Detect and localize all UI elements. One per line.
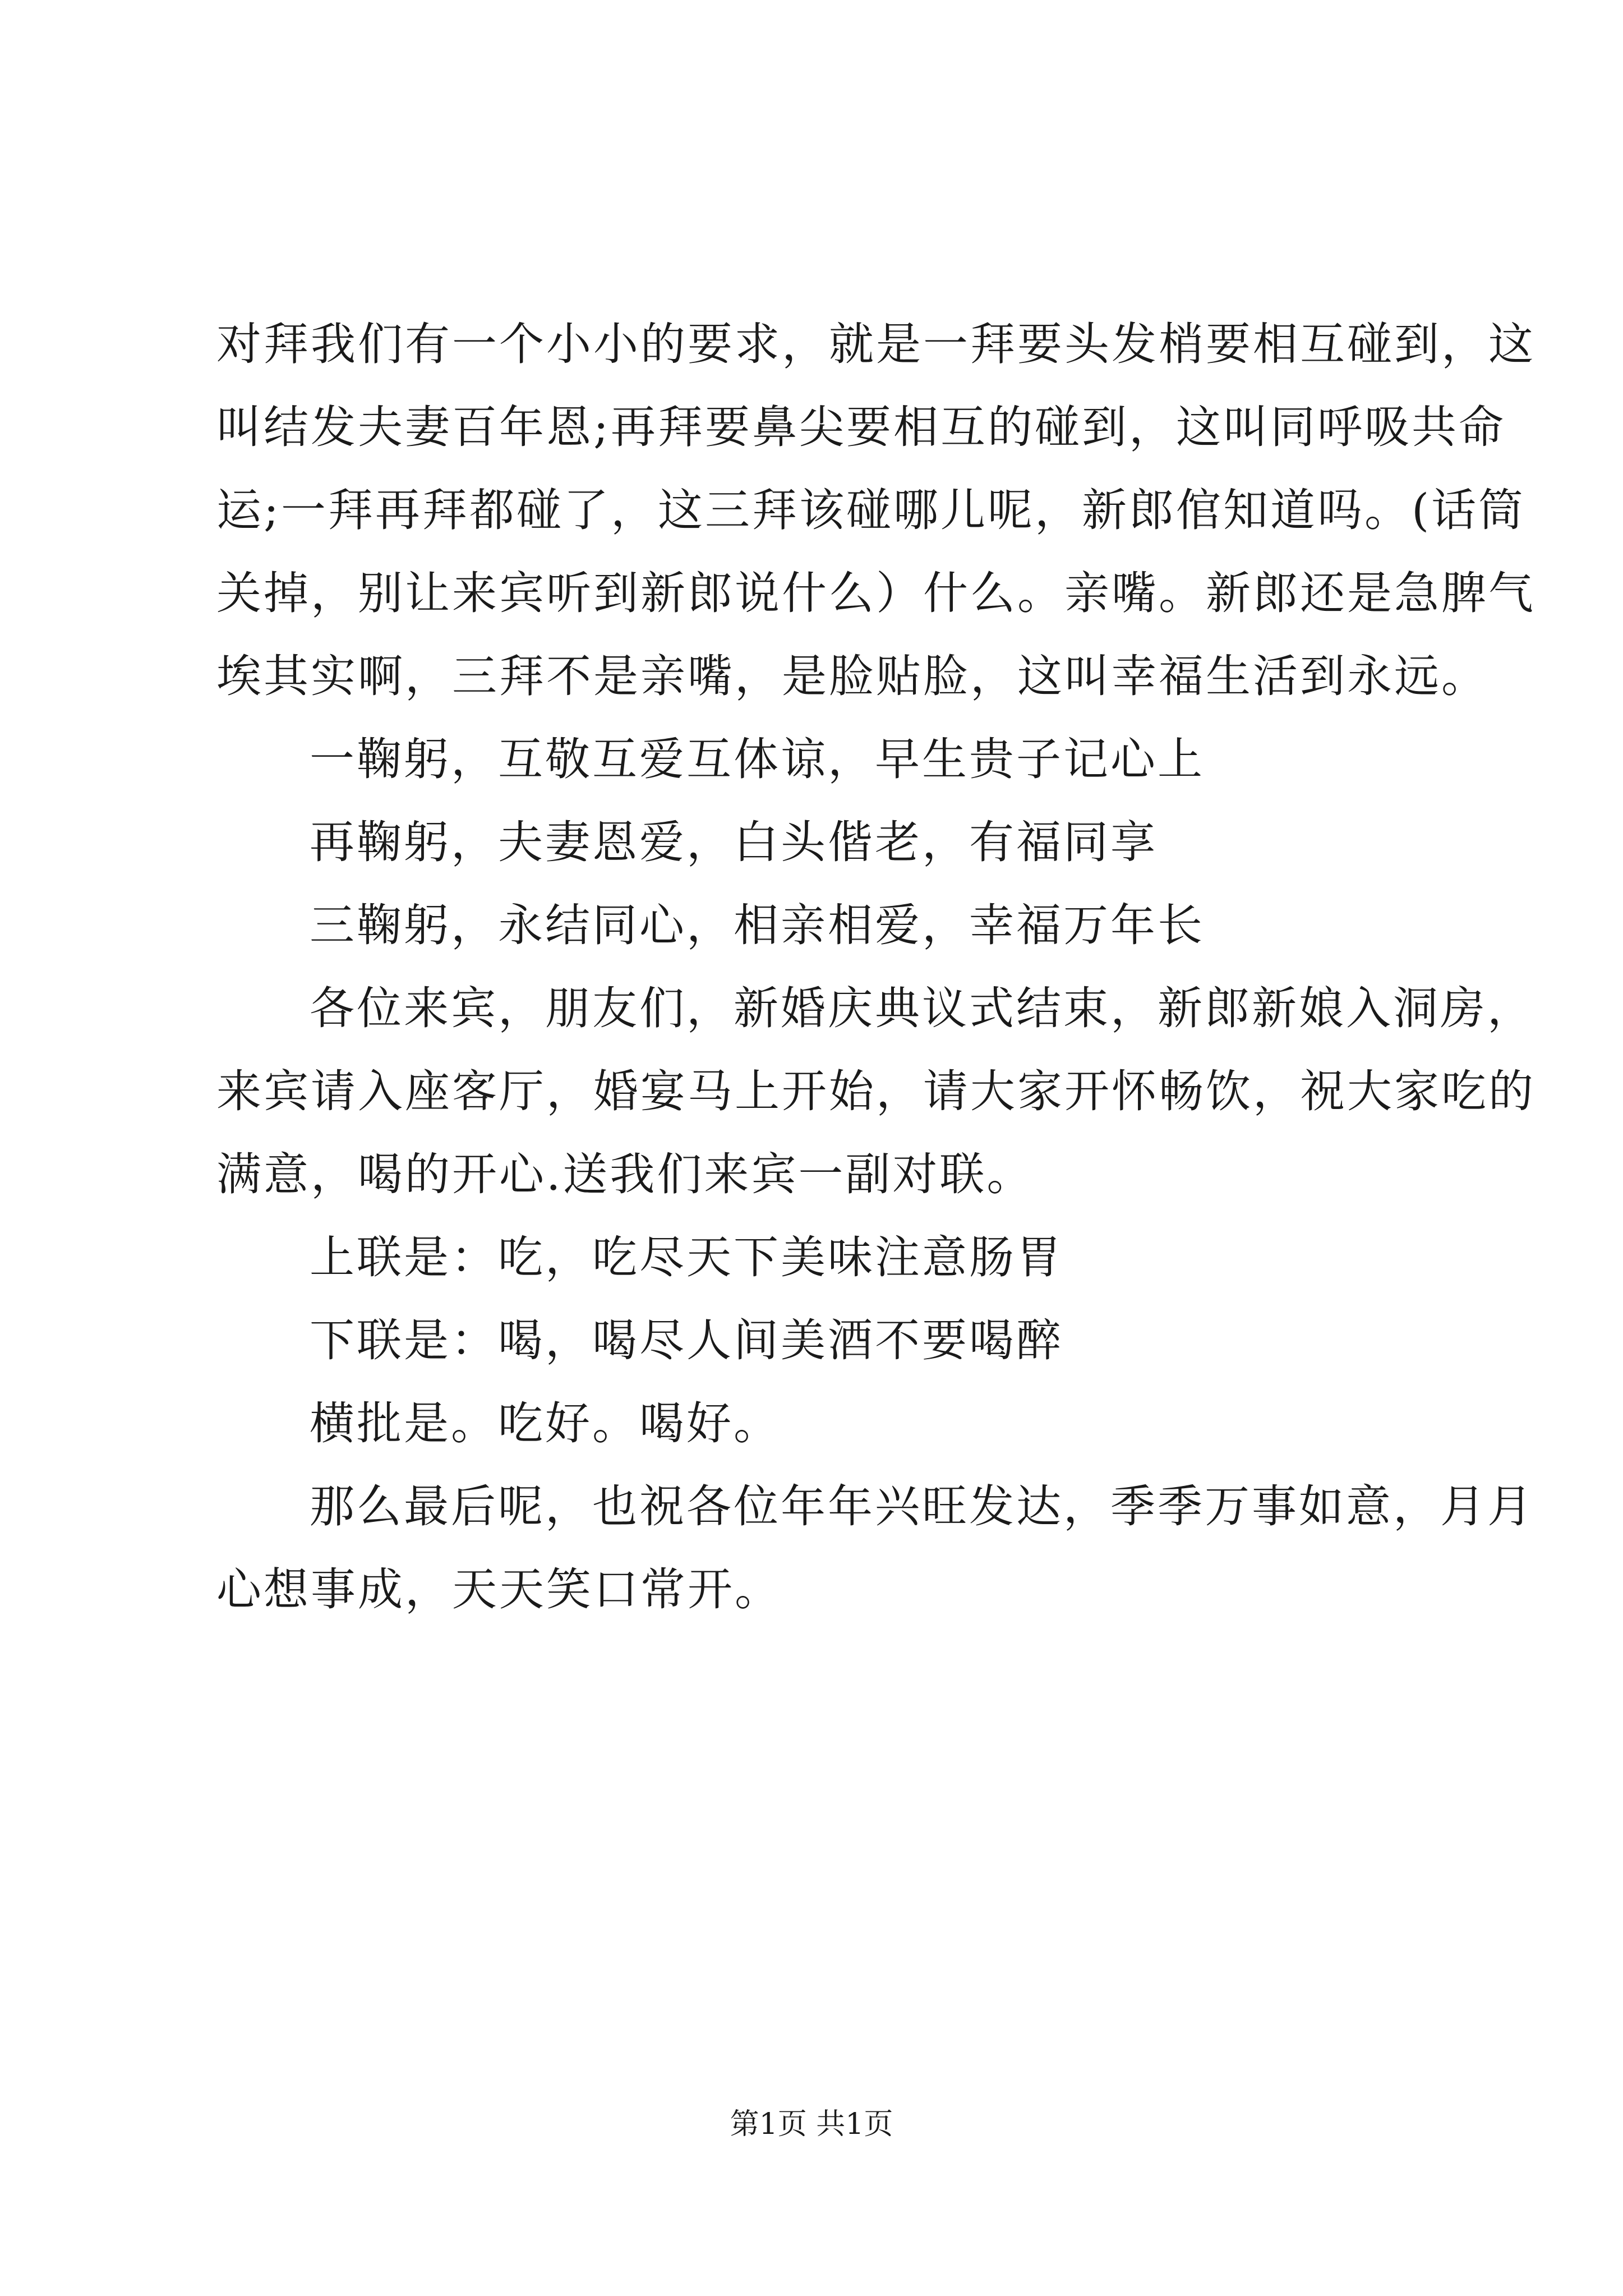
page-number-footer: 第1页 共1页 — [730, 2108, 893, 2141]
text-line: 对拜我们有一个小小的要求，就是一拜要头发梢要相互碰到，这 — [216, 318, 1536, 370]
text-line: 叫结发夫妻百年恩;再拜要鼻尖要相互的碰到，这叫同呼吸共命 — [216, 401, 1506, 453]
text-line: 埃其实啊，三拜不是亲嘴，是脸贴脸，这叫幸福生活到永远。 — [216, 650, 1488, 702]
text-line: 关掉，别让来宾听到新郎说什么）什么。亲嘴。新郎还是急脾气 — [216, 567, 1536, 619]
text-line: 心想事成，天天笑口常开。 — [216, 1563, 782, 1616]
document-body — [216, 303, 1536, 1631]
text-line: 满意，喝的开心.送我们来宾一副对联。 — [216, 1148, 1034, 1200]
text-line: 三鞠躬，永结同心，相亲相爱，幸福万年长 — [310, 899, 1205, 951]
text-line: 再鞠躬，夫妻恩爱，白头偕老，有福同享 — [310, 816, 1158, 868]
text-line: 一鞠躬，互敬互爱互体谅，早生贵子记心上 — [310, 733, 1205, 785]
text-line: 运;一拜再拜都碰了，这三拜该碰哪儿呢，新郎倌知道吗。(话筒 — [216, 484, 1526, 536]
text-line: 那么最后呢，也祝各位年年兴旺发达，季季万事如意，月月 — [310, 1480, 1534, 1533]
text-line: 上联是：吃，吃尽天下美味注意肠胃 — [310, 1231, 1063, 1283]
text-line: 各位来宾，朋友们，新婚庆典议式结束，新郎新娘入洞房， — [310, 982, 1534, 1034]
text-line: 来宾请入座客厅，婚宴马上开始，请大家开怀畅饮，祝大家吃的 — [216, 1065, 1536, 1117]
text-line: 下联是：喝，喝尽人间美酒不要喝醉 — [310, 1314, 1063, 1366]
text-line: 横批是。吃好。喝好。 — [310, 1397, 781, 1450]
